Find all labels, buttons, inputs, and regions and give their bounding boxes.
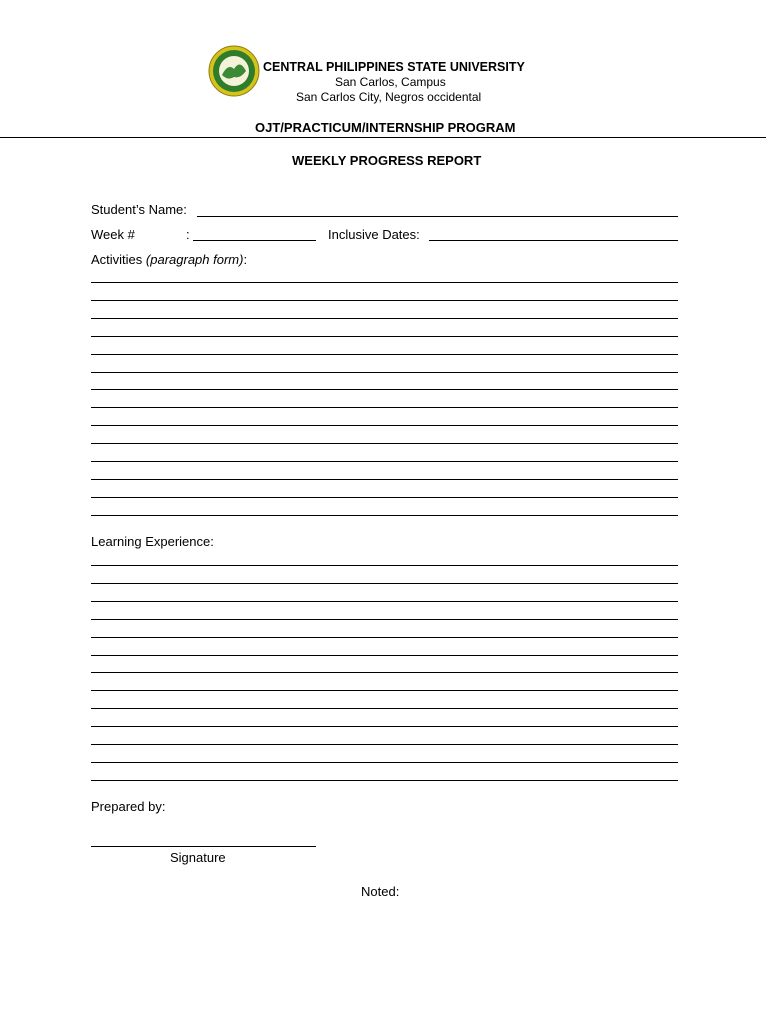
learning-experience-label: Learning Experience: [91,534,214,549]
writing-line[interactable] [91,762,678,763]
activities-hint: (paragraph form) [145,252,244,267]
campus-address: San Carlos City, Negros occidental [296,90,482,104]
writing-line[interactable] [91,655,678,656]
writing-line[interactable] [91,619,678,620]
writing-line[interactable] [91,690,678,691]
writing-line[interactable] [91,637,678,638]
writing-line[interactable] [91,336,678,337]
writing-line[interactable] [91,565,678,566]
activities-label: Activities (paragraph form): [91,252,248,267]
noted-label: Noted: [361,884,400,899]
writing-line[interactable] [91,407,678,408]
report-title: WEEKLY PROGRESS REPORT [292,153,482,168]
writing-line[interactable] [91,479,678,480]
writing-line[interactable] [91,601,678,602]
writing-line[interactable] [91,780,678,781]
campus-name: San Carlos, Campus [335,75,446,89]
writing-line[interactable] [91,583,678,584]
inclusive-dates-field[interactable] [429,240,678,241]
writing-line[interactable] [91,461,678,462]
university-name: CENTRAL PHILIPPINES STATE UNIVERSITY [263,60,525,74]
writing-line[interactable] [91,497,678,498]
writing-line[interactable] [91,515,678,516]
signature-line[interactable] [91,846,316,847]
inclusive-dates-label: Inclusive Dates: [328,227,420,242]
writing-line[interactable] [91,389,678,390]
writing-line[interactable] [91,726,678,727]
signature-label: Signature [170,850,226,865]
student-name-field[interactable] [197,216,678,217]
writing-line[interactable] [91,372,678,373]
prepared-by-label: Prepared by: [91,799,166,814]
writing-line[interactable] [91,672,678,673]
header-divider [0,137,766,138]
writing-line[interactable] [91,300,678,301]
writing-line[interactable] [91,425,678,426]
week-label: Week # [91,227,135,242]
writing-line[interactable] [91,708,678,709]
week-number-field[interactable] [193,240,316,241]
student-name-label: Student’s Name: [91,202,187,217]
week-colon: : [186,227,190,242]
program-title: OJT/PRACTICUM/INTERNSHIP PROGRAM [255,120,516,135]
writing-line[interactable] [91,354,678,355]
writing-line[interactable] [91,744,678,745]
writing-line[interactable] [91,318,678,319]
writing-line[interactable] [91,443,678,444]
university-seal-icon [208,45,260,97]
writing-line[interactable] [91,282,678,283]
